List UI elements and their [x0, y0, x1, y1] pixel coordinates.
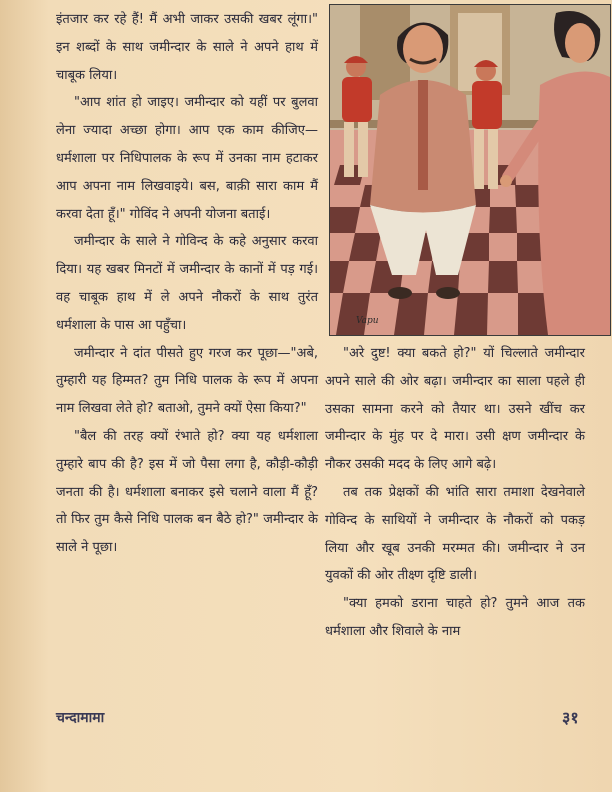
paragraph: "बैल की तरह क्यों रंभाते हो? क्या यह धर्मशाला तुम्हारे बाप की है? इस में जो पैसा लगा है, कौड़ी-कौड़ी जनता की है। धर्मशाला बनाकर इसे चलाने वाला मैं हूँ? तो फिर तुम कैसे निधि पालक बन बैठे हो?" जमीन्दार के साले ने पूछा।: [56, 428, 318, 556]
paragraph: तब तक प्रेक्षकों की भांति सारा तमाशा देखनेवाले गोविन्द के साथियों ने जमीन्दार के नौकरों को पकड़ लिया और खूब उनकी मरम्मत की। जमीन्दार ने उन युवकों की ओर तीक्ष्ण दृष्टि डाली।: [325, 484, 585, 584]
paragraph: "आप शांत हो जाइए। जमीन्दार को यहीं पर बुलवा लेना ज्यादा अच्छा होगा। आप एक काम कीजिए—धर्मशाला पर निधिपालक के रूप में उनका नाम हटाकर आप अपना नाम लिखवाइये। बस, बाक़ी सारा काम मैं करवा देता हूँ।" गोविंद ने अपनी योजना बताई।: [56, 95, 318, 222]
paragraph: जमीन्दार के साले ने गोविन्द के कहे अनुसार करवा दिया। यह खबर मिनटों में जमीन्दार के कानों में पड़ गई। वह चाबूक हाथ में ले अपने नौकरों के साथ तुरंत धर्मशाला के पास आ पहुँचा।: [56, 234, 318, 333]
paragraph: जमीन्दार ने दांत पीसते हुए गरज कर पूछा—"अबे, तुम्हारी यह हिम्मत? तुम निधि पालक के रूप में अपना नाम लिखवा लेते हो? बताओ, तुमने क्यों ऐसा किया?": [56, 345, 318, 417]
story-illustration: [329, 4, 611, 336]
paragraph: इंतजार कर रहे हैं! मैं अभी जाकर उसकी खबर लूंगा।" इन शब्दों के साथ जमीन्दार के साले ने अपने हाथ में चाबूक लिया।: [56, 12, 318, 83]
paragraph: "अरे दुष्ट! क्या बकते हो?" यों चिल्लाते जमीन्दार अपने साले की ओर बढ़ा। जमीन्दार का साला पहले ही उसका सामना करने को तैयार था। उसने खींच कर जमीन्दार के मुंह पर दे मारा। उसी क्षण जमीन्दार के नौकर उसकी मदद के लिए आगे बढ़े।: [325, 346, 585, 473]
page-number: ३१: [562, 708, 579, 727]
left-text-column: [56, 6, 318, 562]
artist-signature: Vapu: [356, 316, 379, 326]
right-text-column: [325, 340, 585, 646]
paragraph: "क्या हमको डराना चाहते हो? तुमने आज तक धर्मशाला और शिवाले के नाम: [325, 596, 585, 639]
magazine-name: चन्दामामा: [56, 710, 105, 726]
